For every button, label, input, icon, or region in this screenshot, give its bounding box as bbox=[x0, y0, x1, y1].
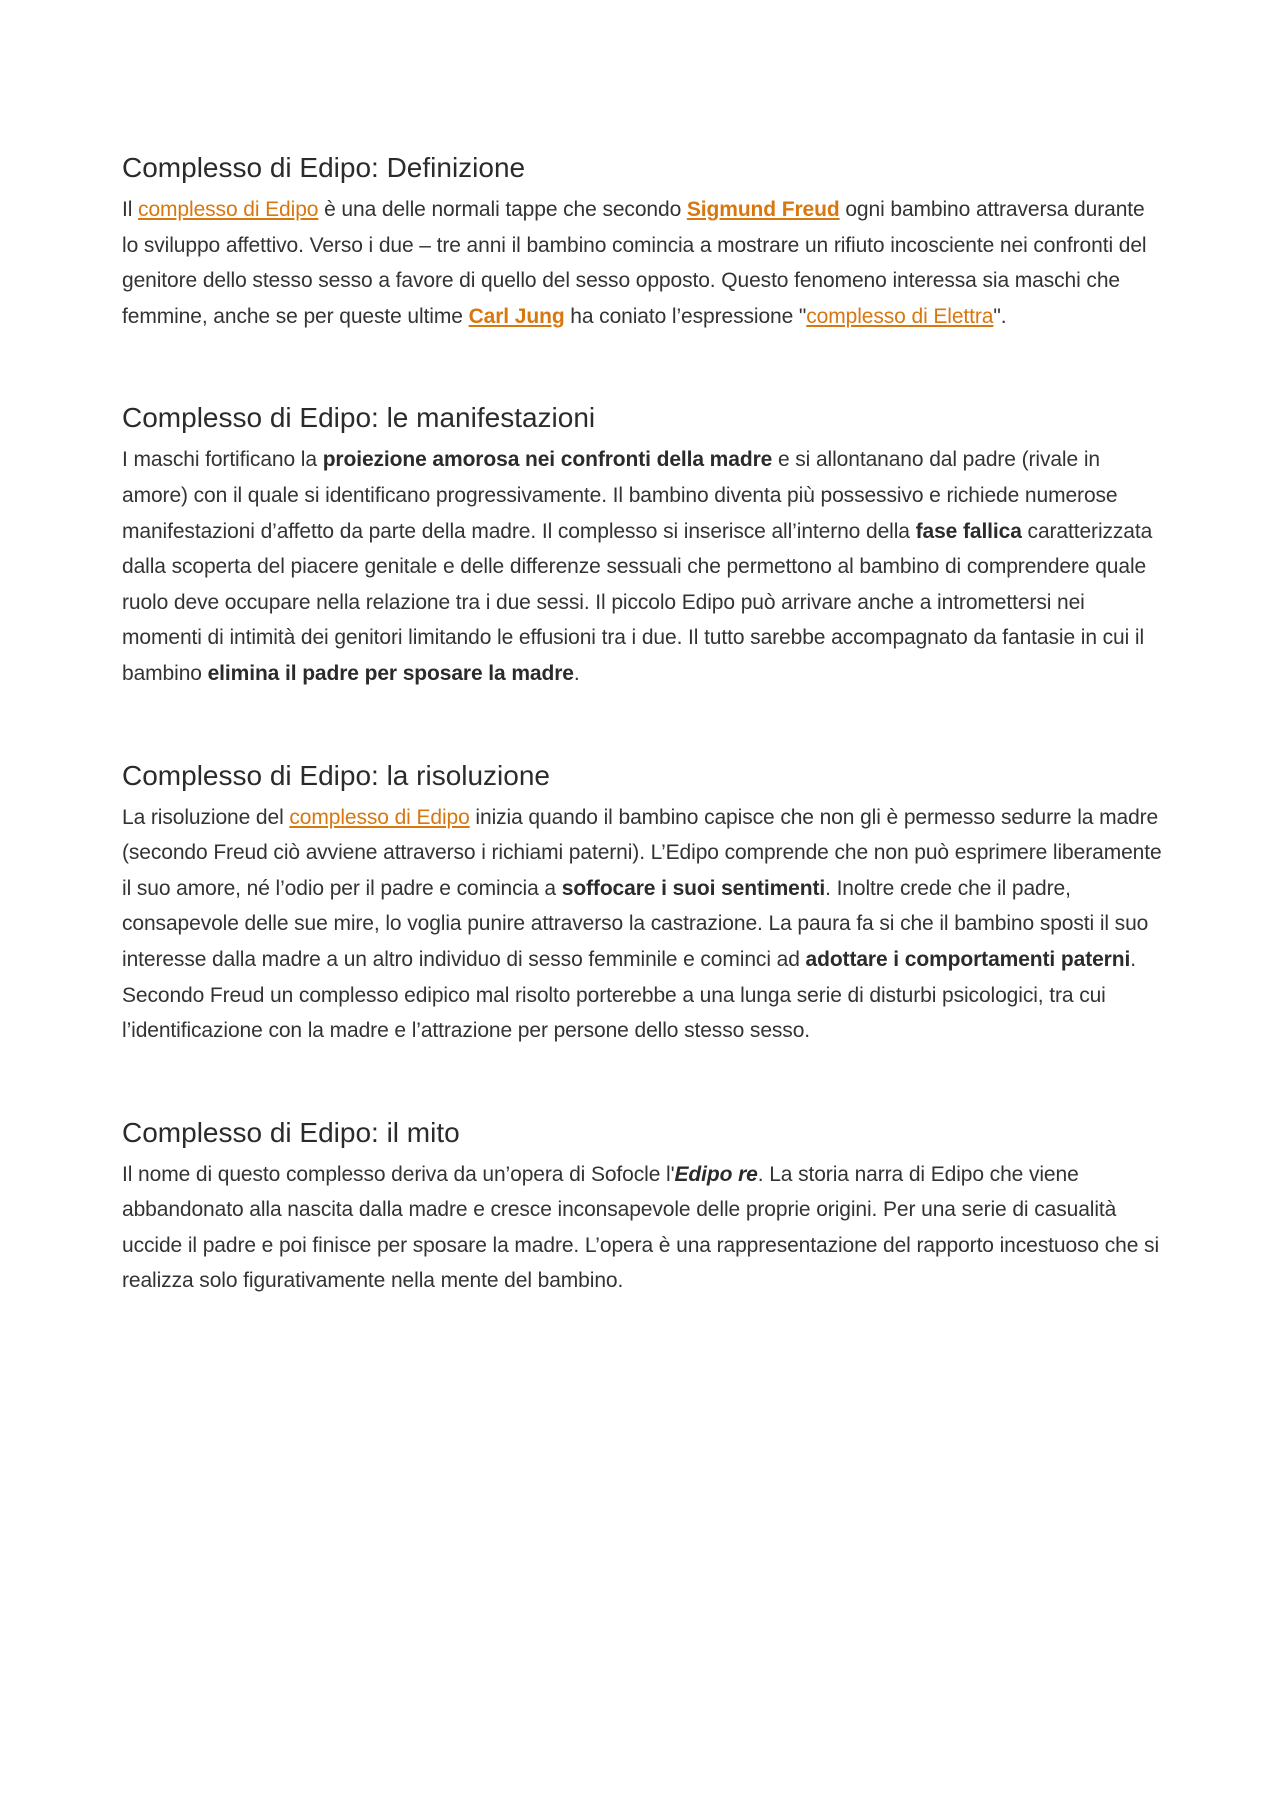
bold-phrase: soffocare i suoi sentimenti bbox=[561, 876, 826, 900]
inline-link[interactable]: Sigmund Freud bbox=[686, 198, 840, 221]
paragraph-text: ". bbox=[993, 304, 1007, 328]
inline-link[interactable]: complesso di Elettra bbox=[806, 304, 994, 328]
bold-phrase: proiezione amorosa nei confronti della madre bbox=[322, 448, 773, 472]
inline-link[interactable]: complesso di Edipo bbox=[138, 198, 319, 221]
bold-phrase: adottare i comportamenti paterni bbox=[805, 947, 1131, 971]
section-paragraph bbox=[122, 192, 1162, 334]
section-paragraph bbox=[122, 1157, 1162, 1299]
paragraph-text: Il bbox=[122, 198, 139, 221]
document-page bbox=[122, 150, 1162, 1365]
paragraph-text: . Inoltre crede che il padre, consapevole delle sue mire, lo voglia punire attraverso la castrazione. La paura fa si che il bambino sposti il suo interesse dalla madre a un altro individuo di sesso femminile e cominci ad bbox=[122, 876, 1149, 971]
section-title: Complesso di Edipo: le manifestazioni bbox=[122, 402, 596, 434]
paragraph-text: ha coniato l’espressione " bbox=[564, 304, 807, 328]
bold-phrase: fase fallica bbox=[915, 519, 1022, 543]
section-manifestazioni bbox=[122, 400, 1162, 691]
bold-italic-title bbox=[675, 1163, 758, 1186]
paragraph-text: ogni bambino attraversa durante lo sviluppo affettivo. Verso i due – tre anni il bambino comincia a mostrare un rifiuto incosciente nei confronti del genitore dello stesso sesso a favore di quello del sesso opposto. Questo fenomeno interessa sia maschi che femmine, anche se per queste ultime bbox=[122, 198, 1147, 328]
bold-phrase: elimina il padre per sposare la madre bbox=[207, 661, 574, 685]
inline-link[interactable]: complesso di Edipo bbox=[289, 805, 470, 829]
bold-italic-text: Edipo re bbox=[674, 1162, 758, 1186]
paragraph-text: La risoluzione del bbox=[122, 805, 290, 829]
inline-link[interactable]: Carl Jung bbox=[468, 304, 565, 328]
section-paragraph bbox=[122, 442, 1162, 691]
paragraph-text: . bbox=[573, 661, 580, 685]
section-title: Complesso di Edipo: il mito bbox=[122, 1116, 460, 1148]
section-title: Complesso di Edipo: Definizione bbox=[122, 152, 526, 183]
paragraph-text: I maschi fortificano la bbox=[122, 448, 323, 472]
paragraph-text: inizia quando il bambino capisce che non gli è permesso sedurre la madre (secondo Freud ciò avviene attraverso i richiami paterni). L’Edipo comprende che non può esprimere liberamente il suo amore, né l’odio per il padre e comincia a bbox=[122, 805, 1162, 900]
paragraph-text: . La storia narra di Edipo che viene abbandonato alla nascita dalla madre e cresce inconsapevole delle proprie origini. Per una serie di casualità uccide il padre e poi finisce per sposare la madre. L’opera è una rappresentazione del rapporto incestuoso che si realizza solo figurativamente nella mente del bambino. bbox=[122, 1162, 1160, 1293]
section-risoluzione bbox=[122, 758, 1162, 1049]
section-title: Complesso di Edipo: la risoluzione bbox=[122, 759, 550, 791]
section-definizione bbox=[122, 150, 1162, 334]
paragraph-text: Il nome di questo complesso deriva da un’opera di Sofocle l' bbox=[122, 1162, 675, 1186]
section-paragraph bbox=[122, 800, 1162, 1049]
section-mito bbox=[122, 1115, 1162, 1299]
paragraph-text: . Secondo Freud un complesso edipico mal risolto porterebbe a una lunga serie di disturbi psicologici, tra cui l’identificazione con la madre e l’attrazione per persone dello stesso sesso. bbox=[122, 947, 1136, 1043]
paragraph-text: è una delle normali tappe che secondo bbox=[318, 198, 687, 221]
paragraph-text: caratterizzata dalla scoperta del piacere genitale e delle differenze sessuali che permettono al bambino di comprendere quale ruolo deve occupare nella relazione tra i due sessi. Il piccolo Edipo può arrivare anche a intromettersi nei momenti di intimità dei genitori limitando le effusioni tra i due. Il tutto sarebbe accompagnato da fantasie in cui il bambino bbox=[122, 519, 1153, 685]
paragraph-text: e si allontanano dal padre (rivale in amore) con il quale si identificano progressivamente. Il bambino diventa più possessivo e richiede numerose manifestazioni d’affetto da parte della madre. Il complesso si inserisce all’interno della bbox=[122, 448, 1118, 543]
